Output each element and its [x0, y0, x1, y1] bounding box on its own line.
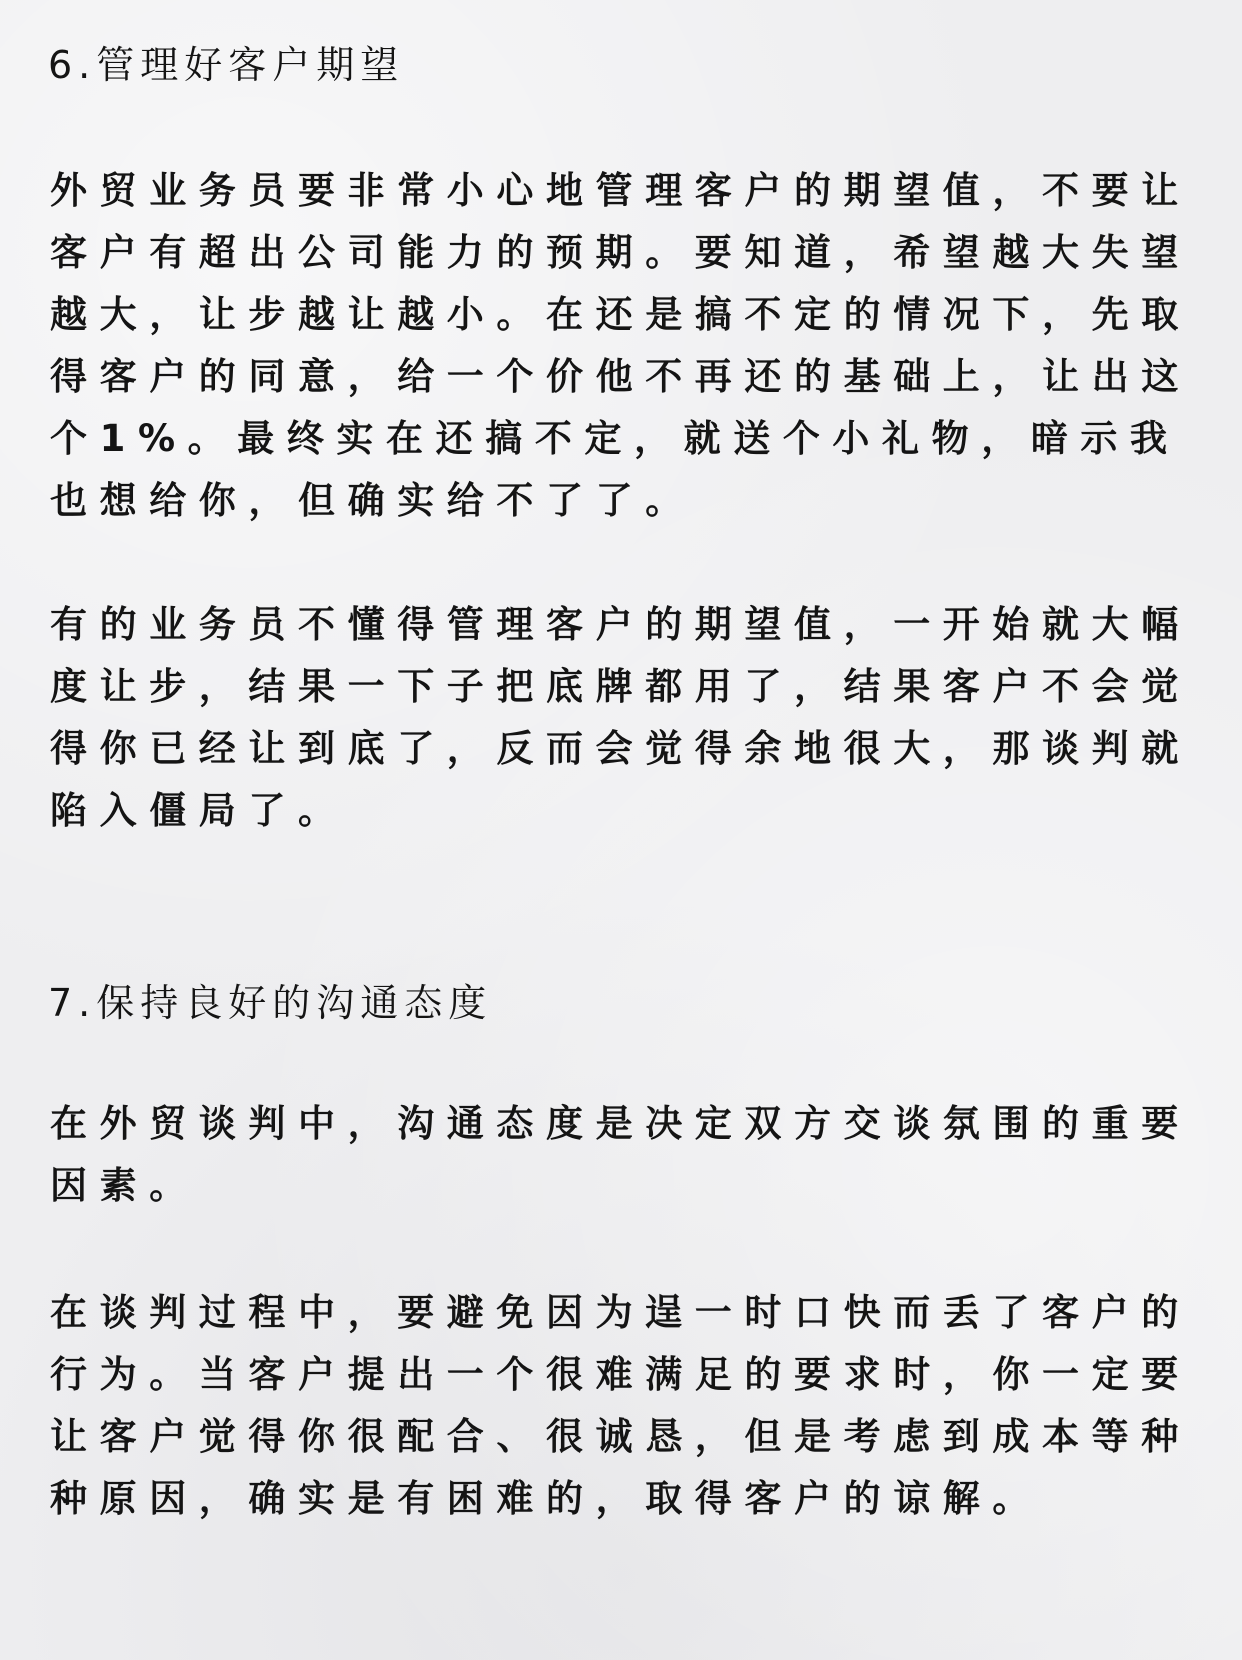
section-6-paragraph-2: 有的业务员不懂得管理客户的期望值，一开始就大幅度让步，结果一下子把底牌都用了，结果客户不会觉得你已经让到底了，反而会觉得余地很大，那谈判就陷入僵局了。: [50, 603, 1191, 832]
section-6-paragraph-1: 外贸业务员要非常小心地管理客户的期望值，不要让客户有超出公司能力的预期。要知道，希望越大失望越大，让步越让越小。在还是搞不定的情况下，先取得客户的同意，给一个价他不再还的基础上，让出这个1%。最终实在还搞不定，就送个小礼物，暗示我也想给你，但确实给不了了。: [50, 169, 1191, 522]
section-6-heading: 6.管理好客户期望: [48, 43, 405, 87]
section-7-heading: 7.保持良好的沟通态度: [48, 981, 493, 1025]
section-7-paragraph-1: 在外贸谈判中，沟通态度是决定双方交谈氛围的重要因素。: [50, 1102, 1191, 1207]
section-7-paragraph-2: 在谈判过程中，要避免因为逞一时口快而丢了客户的行为。当客户提出一个很难满足的要求时，你一定要让客户觉得你很配合、很诚恳，但是考虑到成本等种种原因，确实是有困难的，取得客户的谅解。: [50, 1291, 1191, 1520]
